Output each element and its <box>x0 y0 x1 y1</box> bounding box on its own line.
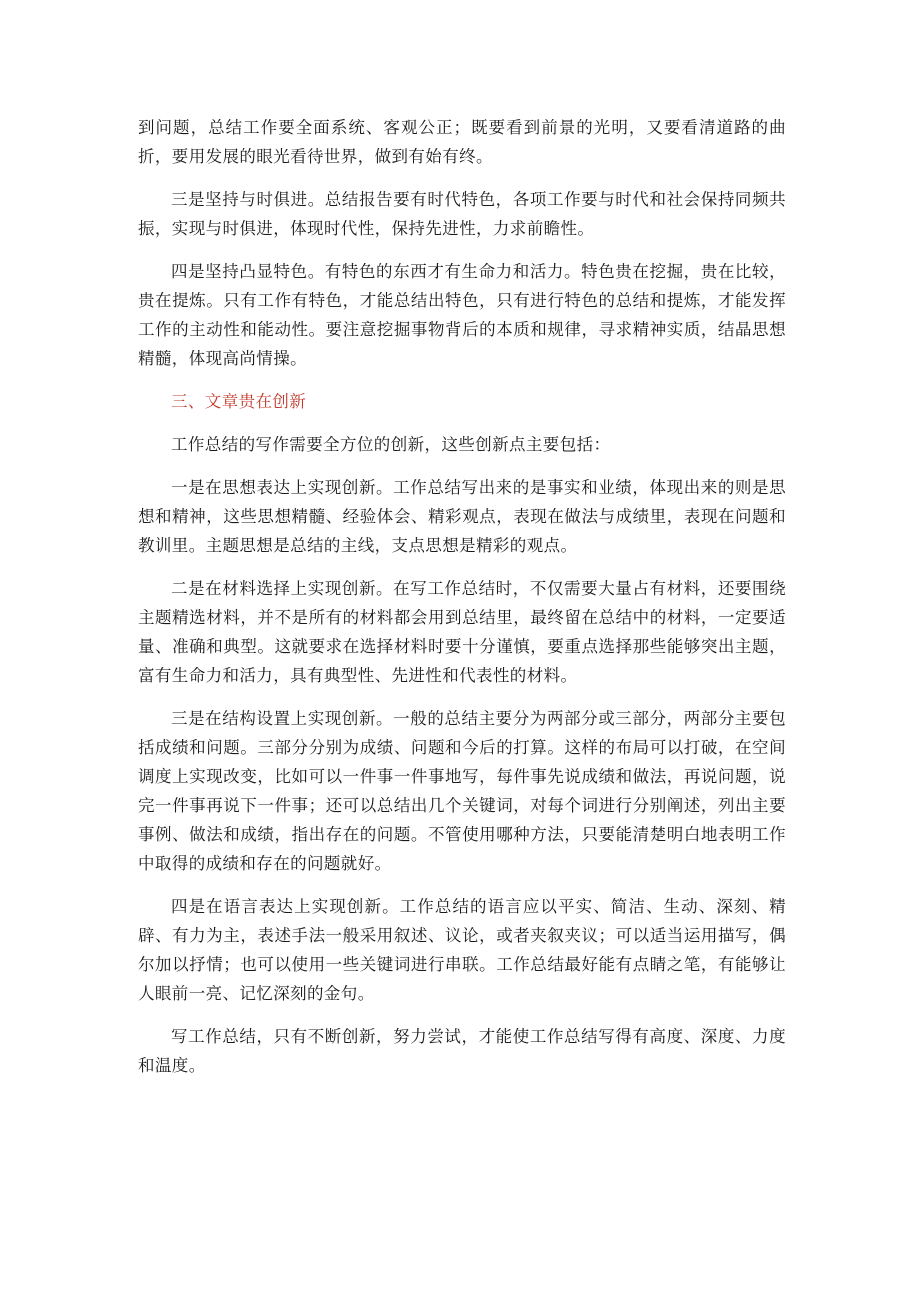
paragraph-continued: 到问题，总结工作要全面系统、客观公正；既要看到前景的光明，又要看清道路的曲折，要用发展的眼光看待世界，做到有始有终。 <box>138 118 786 166</box>
paragraph-material-innovation: 二是在材料选择上实现创新。在写工作总结时，不仅需要大量占有材料，还要围绕主题精选材料，并不是所有的材料都会用到总结里，最终留在总结中的材料，一定要适量、准确和典型。这就要求在选择材料时要十分谨慎，要重点选择那些能够突出主题，富有生命力和活力，具有典型性、先进性和代表性的材料。 <box>138 579 786 685</box>
paragraph-keep-pace: 三是坚持与时俱进。总结报告要有时代特色，各项工作要与时代和社会保持同频共振，实现与时俱进，体现时代性，保持先进性，力求前瞻性。 <box>138 190 786 238</box>
paragraph-structure-innovation: 三是在结构设置上实现创新。一般的总结主要分为两部分或三部分，两部分主要包括成绩和问题。三部分分别为成绩、问题和今后的打算。这样的布局可以打破，在空间调度上实现改变，比如可以一件事一件事地写，每件事先说成绩和做法，再说问题，说完一件事再说下一件事；还可以总结出几个关键词，对每个词进行分别阐述，列出主要事例、做法和成绩，指出存在的问题。不管使用哪种方法，只要能清楚明白地表明工作中取得的成绩和存在的问题就好。 <box>138 709 786 873</box>
document-body <box>138 113 786 1094</box>
paragraph-conclusion: 写工作总结，只有不断创新，努力尝试，才能使工作总结写得有高度、深度、力度和温度。 <box>138 1027 786 1075</box>
section-heading: 三、文章贵在创新 <box>171 392 307 411</box>
paragraph-thought-innovation: 一是在思想表达上实现创新。工作总结写出来的是事实和业绩，体现出来的则是思想和精神，这些思想精髓、经验体会、精彩观点，表现在做法与成绩里，表现在问题和教训里。主题思想是总结的主线，支点思想是精彩的观点。 <box>138 478 786 555</box>
paragraph-innovation-intro: 工作总结的写作需要全方位的创新，这些创新点主要包括： <box>171 435 611 454</box>
paragraph-language-innovation: 四是在语言表达上实现创新。工作总结的语言应以平实、简洁、生动、深刻、精辟、有力为主，表述手法一般采用叙述、议论，或者夹叙夹议；可以适当运用描写，偶尔加以抒情；也可以使用一些关键词进行串联。工作总结最好能有点睛之笔，有能够让人眼前一亮、记忆深刻的金句。 <box>138 897 786 1003</box>
paragraph-highlight-features: 四是坚持凸显特色。有特色的东西才有生命力和活力。特色贵在挖掘，贵在比较，贵在提炼。只有工作有特色，才能总结出特色，只有进行特色的总结和提炼，才能发挥工作的主动性和能动性。要注意挖掘事物背后的本质和规律，寻求精神实质，结晶思想精髓，体现高尚情操。 <box>138 262 786 368</box>
